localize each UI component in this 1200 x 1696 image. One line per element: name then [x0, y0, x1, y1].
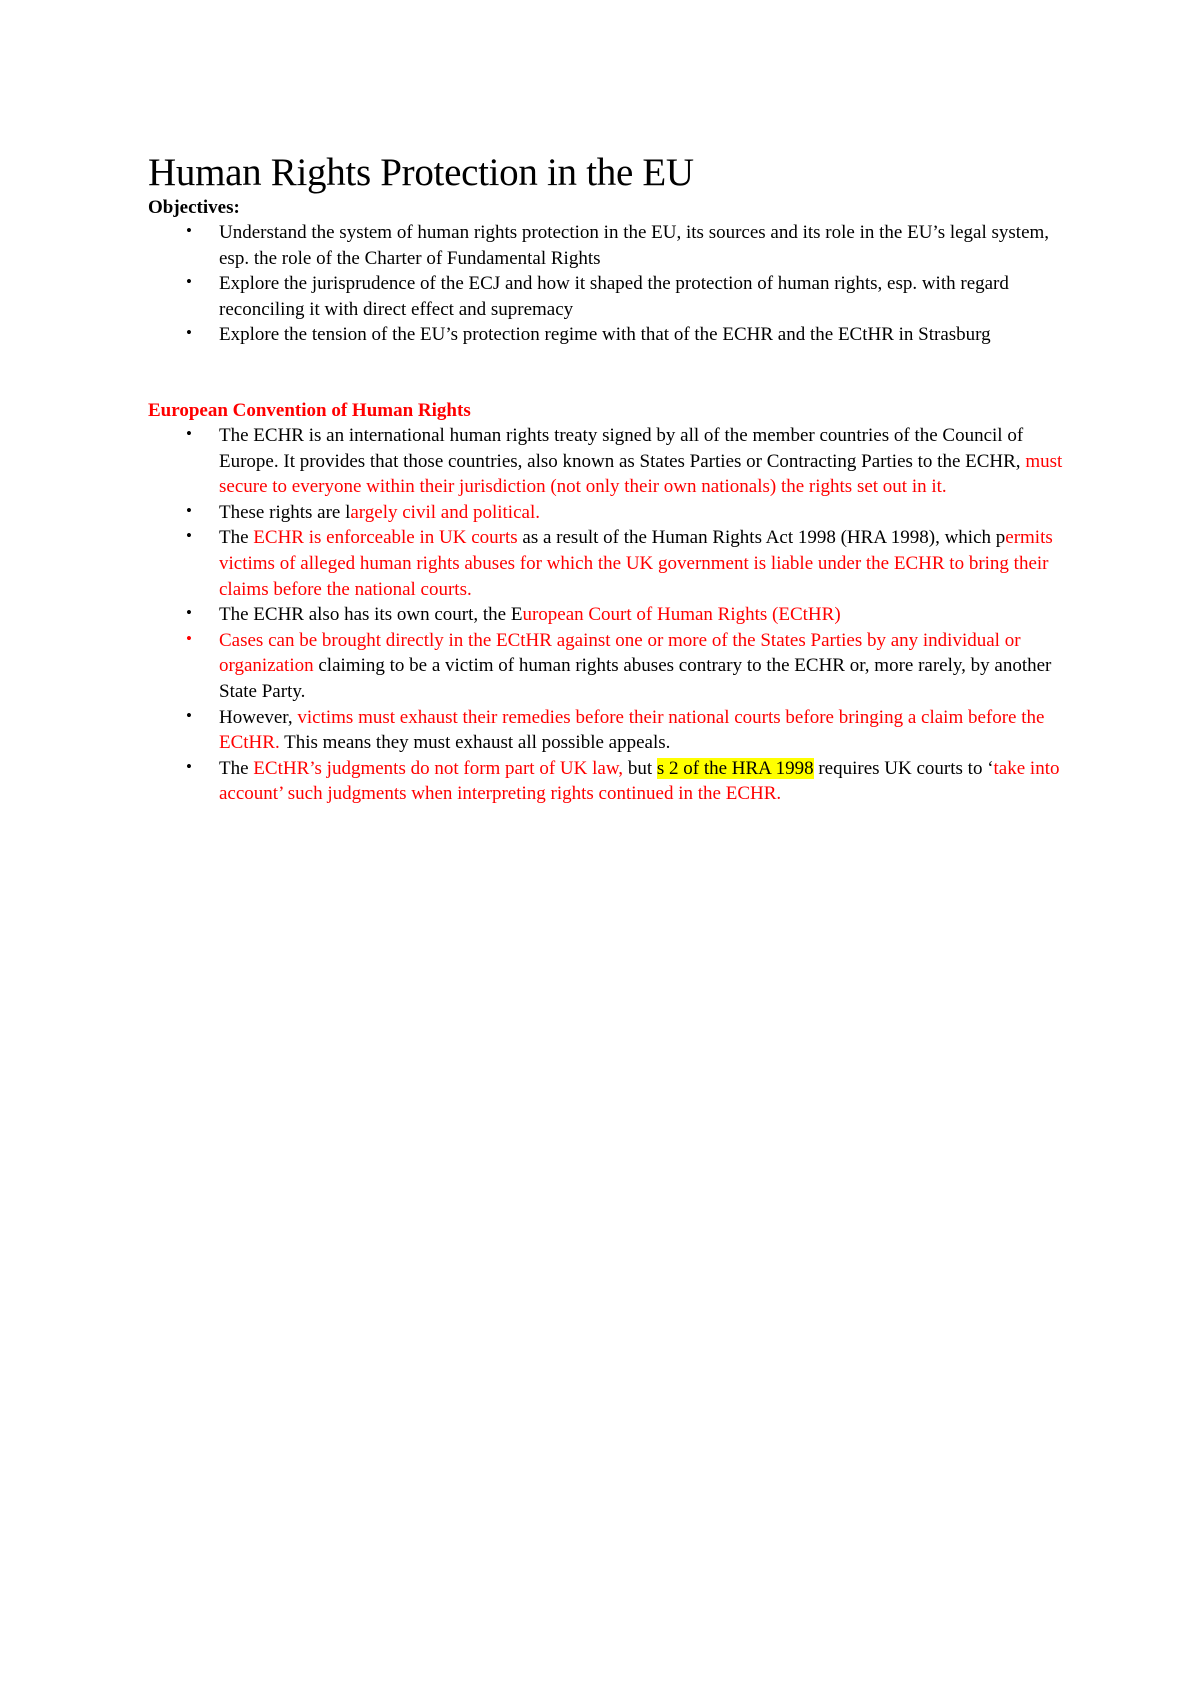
echr-point	[148, 756, 1078, 807]
section-heading-echr: European Convention of Human Rights	[148, 399, 471, 421]
objective-text: Explore the jurisprudence of the ECJ and how it shaped the protection of human rights, esp. with regard reconciling it with direct effect and supremacy	[219, 273, 1009, 320]
objectives-label: Objectives:	[148, 197, 240, 218]
objective-text: Explore the tension of the EU’s protection regime with that of the ECHR and the ECtHR in Strasburg	[219, 324, 991, 346]
bullet-icon: •	[186, 221, 192, 240]
objective-item	[148, 322, 1078, 348]
echr-point-text: These rights are l	[219, 501, 351, 523]
document-page	[148, 150, 1078, 807]
echr-point-emphasis: must secure to everyone within their jurisdiction (not only their own nationals) the rights set out in it.	[219, 450, 1063, 498]
objectives-list	[148, 220, 1078, 348]
echr-point-emphasis: take into account’ such judgments when interpreting rights continued in the ECHR.	[219, 757, 1060, 805]
echr-point	[148, 628, 1078, 705]
bullet-icon: •	[186, 323, 192, 343]
echr-point-text: The ECHR also has its own court, the E	[219, 604, 523, 626]
echr-point-text: requires UK courts to ‘	[813, 757, 994, 779]
objective-text: Understand the system of human rights protection in the EU, its sources and its role in the EU’s legal system, esp. the role of the Charter of Fundamental Rights	[219, 222, 1050, 269]
echr-point	[148, 705, 1078, 756]
bullet-icon: •	[186, 423, 192, 443]
echr-point	[148, 423, 1078, 500]
objective-item	[148, 220, 1078, 271]
echr-point-text: However,	[219, 706, 298, 728]
echr-point-emphasis: uropean Court of Human Rights (ECtHR)	[522, 604, 841, 626]
echr-point	[148, 500, 1078, 526]
echr-points-list	[148, 423, 1078, 807]
echr-point-emphasis: ECHR is enforceable in UK courts	[253, 527, 518, 549]
echr-point-emphasis: victims must exhaust their remedies before their national courts before bringing a claim before the ECtHR.	[219, 706, 1045, 754]
echr-point	[148, 602, 1078, 628]
echr-point-text: The	[219, 757, 254, 779]
section-gap	[148, 348, 1078, 398]
echr-point-emphasis: ECtHR’s judgments do not form part of UK law,	[253, 757, 624, 779]
echr-point-text: claiming to be a victim of human rights abuses contrary to the ECHR or, more rarely, by another State Party.	[219, 655, 1052, 702]
echr-point-text: The	[219, 527, 254, 549]
bullet-icon: •	[186, 628, 192, 648]
objective-item	[148, 271, 1078, 322]
bullet-icon: •	[186, 272, 192, 292]
bullet-icon: •	[186, 603, 192, 623]
bullet-icon: •	[186, 756, 192, 776]
echr-point-text: The ECHR is an international human rights treaty signed by all of the member countries of the Council of Europe. It provides that those countries, also known as States Parties or Contracting Parties to the ECHR,	[219, 424, 1026, 472]
echr-point-text: as a result of the Human Rights Act 1998 (HRA 1998), which p	[517, 527, 1006, 549]
echr-point-text: This means they must exhaust all possible appeals.	[279, 732, 671, 754]
echr-point-emphasis: Cases can be brought directly in the ECtHR against one or more of the States Parties by any individual or organization	[219, 629, 1021, 677]
bullet-icon: •	[186, 526, 192, 546]
document-title: Human Rights Protection in the EU	[148, 151, 694, 194]
echr-point-text: but	[623, 757, 657, 779]
echr-point	[148, 525, 1078, 602]
echr-point-emphasis: ermits victims of alleged human rights abuses for which the UK government is liable under the ECHR to bring their claims before the national courts.	[219, 527, 1053, 600]
highlighted-citation: s 2 of the HRA 1998	[656, 757, 814, 779]
bullet-icon: •	[186, 500, 192, 520]
bullet-icon: •	[186, 705, 192, 725]
echr-point-emphasis: argely civil and political.	[350, 501, 540, 523]
